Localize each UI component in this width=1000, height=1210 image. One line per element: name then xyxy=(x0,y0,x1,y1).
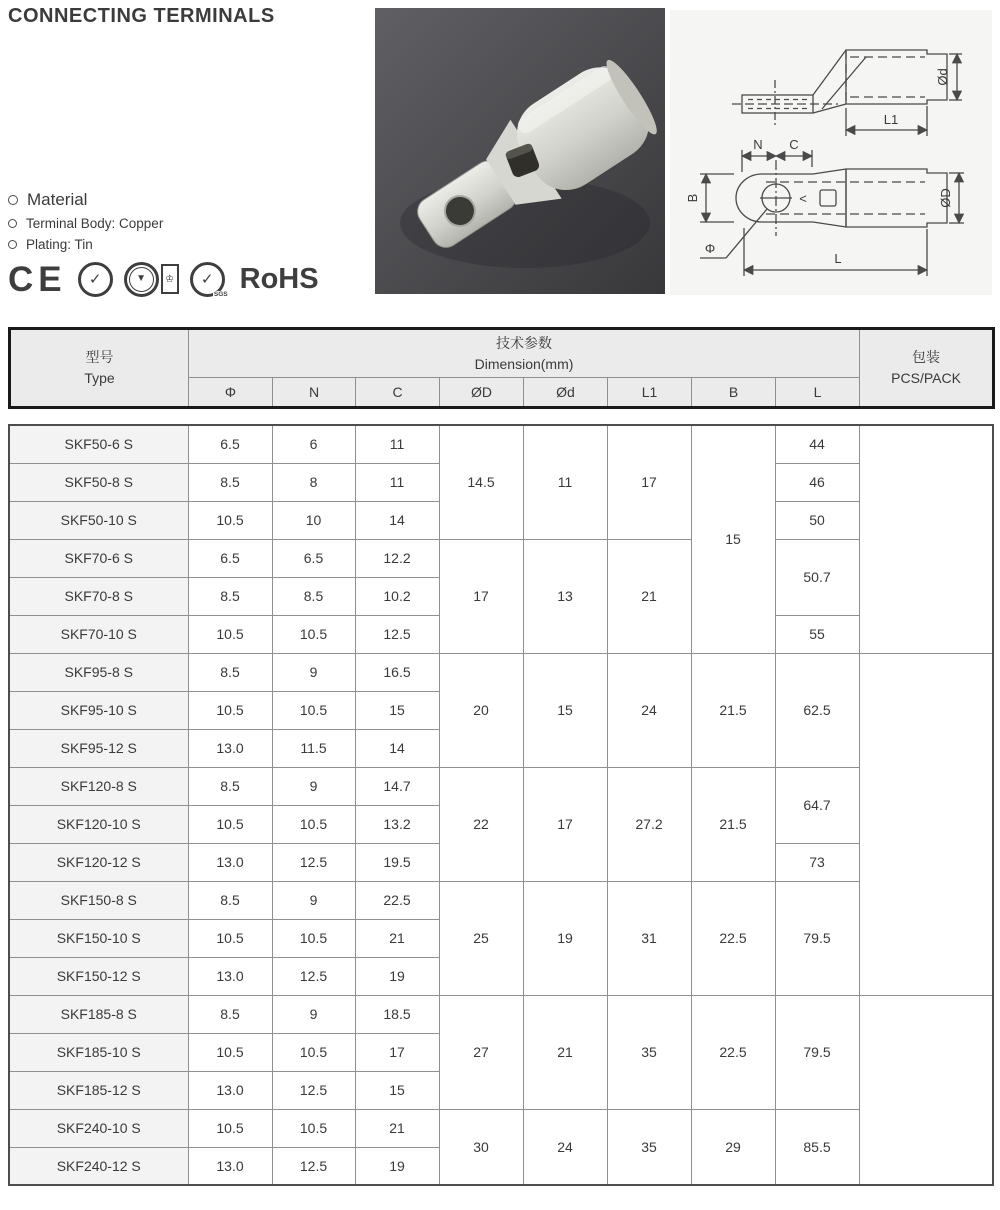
dim-label-phi: Φ xyxy=(704,241,716,256)
type-cell: SKF185-10 S xyxy=(9,1033,188,1071)
value-cell: 13 xyxy=(523,539,607,653)
value-cell: 9 xyxy=(272,767,355,805)
value-cell: 35 xyxy=(607,1109,691,1185)
value-cell: 21 xyxy=(355,919,439,957)
type-cell: SKF70-8 S xyxy=(9,577,188,615)
value-cell: 17 xyxy=(355,1033,439,1071)
header-col-od-big: ØD xyxy=(440,378,524,408)
value-cell: 6.5 xyxy=(188,425,272,463)
header-col-c: C xyxy=(356,378,440,408)
material-section xyxy=(8,190,163,258)
value-cell: 79.5 xyxy=(775,881,859,995)
bullet-icon xyxy=(8,240,17,249)
value-cell: 13.0 xyxy=(188,957,272,995)
value-cell: 8.5 xyxy=(188,463,272,501)
quality-check-badge-icon: ✓ xyxy=(78,262,113,297)
value-cell: 50 xyxy=(775,501,859,539)
dim-label-b: B xyxy=(685,193,700,203)
certification-row xyxy=(8,259,319,299)
dim-label-c: C xyxy=(789,137,799,152)
type-cell: SKF120-12 S xyxy=(9,843,188,881)
terminal-lug-photo xyxy=(375,8,665,294)
header-col-l: L xyxy=(776,378,860,408)
value-cell: 44 xyxy=(775,425,859,463)
page-title: CONNECTING TERMINALS xyxy=(8,5,275,27)
value-cell: 85.5 xyxy=(775,1109,859,1185)
pack-cell xyxy=(859,425,993,653)
value-cell: 22.5 xyxy=(691,881,775,995)
value-cell: 10.5 xyxy=(188,1109,272,1147)
value-cell: 17 xyxy=(523,767,607,881)
type-cell: SKF50-10 S xyxy=(9,501,188,539)
value-cell: 55 xyxy=(775,615,859,653)
value-cell: 10.5 xyxy=(272,1109,355,1147)
value-cell: 22.5 xyxy=(355,881,439,919)
value-cell: 79.5 xyxy=(775,995,859,1109)
value-cell: 10.5 xyxy=(188,691,272,729)
value-cell: 8 xyxy=(272,463,355,501)
value-cell: 18.5 xyxy=(355,995,439,1033)
value-cell: 10.5 xyxy=(272,615,355,653)
value-cell: 15 xyxy=(523,653,607,767)
value-cell: 13.0 xyxy=(188,1071,272,1109)
value-cell: 19.5 xyxy=(355,843,439,881)
value-cell: 14.7 xyxy=(355,767,439,805)
material-heading-row xyxy=(8,190,163,210)
type-cell: SKF50-6 S xyxy=(9,425,188,463)
material-heading: Material xyxy=(27,190,88,209)
value-cell: 14 xyxy=(355,501,439,539)
angle-mark: < xyxy=(799,191,807,206)
spec-body-table xyxy=(8,424,994,1186)
table-row xyxy=(9,653,993,691)
bullet-icon xyxy=(8,219,17,228)
value-cell: 19 xyxy=(523,881,607,995)
type-cell: SKF120-10 S xyxy=(9,805,188,843)
table-row xyxy=(9,881,993,919)
type-cell: SKF120-8 S xyxy=(9,767,188,805)
type-cell: SKF95-10 S xyxy=(9,691,188,729)
material-item: Plating: Tin xyxy=(26,237,93,252)
value-cell: 12.5 xyxy=(272,957,355,995)
value-cell: 14.5 xyxy=(439,425,523,539)
value-cell: 16.5 xyxy=(355,653,439,691)
bullet-icon xyxy=(8,195,18,205)
value-cell: 11.5 xyxy=(272,729,355,767)
value-cell: 29 xyxy=(691,1109,775,1185)
value-cell: 31 xyxy=(607,881,691,995)
ukas-badge-icon: ♔ xyxy=(161,264,179,294)
rohs-mark: RoHS xyxy=(239,262,319,295)
value-cell: 9 xyxy=(272,995,355,1033)
value-cell: 10.5 xyxy=(188,501,272,539)
value-cell: 8.5 xyxy=(188,653,272,691)
header-dimensions: 技术参数 Dimension(mm) xyxy=(189,329,860,378)
header-col-od-small: Ød xyxy=(524,378,608,408)
value-cell: 22 xyxy=(439,767,523,881)
type-cell: SKF95-12 S xyxy=(9,729,188,767)
value-cell: 17 xyxy=(439,539,523,653)
value-cell: 10.5 xyxy=(188,919,272,957)
value-cell: 19 xyxy=(355,957,439,995)
type-cell: SKF185-12 S xyxy=(9,1071,188,1109)
value-cell: 8.5 xyxy=(188,881,272,919)
table-row xyxy=(9,539,993,577)
value-cell: 25 xyxy=(439,881,523,995)
type-cell: SKF150-12 S xyxy=(9,957,188,995)
value-cell: 10.5 xyxy=(188,1033,272,1071)
top-view xyxy=(700,150,964,276)
value-cell: 10.5 xyxy=(272,805,355,843)
table-row xyxy=(9,767,993,805)
value-cell: 62.5 xyxy=(775,653,859,767)
pack-cell xyxy=(859,995,993,1185)
value-cell: 46 xyxy=(775,463,859,501)
value-cell: 13.2 xyxy=(355,805,439,843)
value-cell: 30 xyxy=(439,1109,523,1185)
dim-label-l: L xyxy=(834,251,842,266)
value-cell: 64.7 xyxy=(775,767,859,843)
value-cell: 21 xyxy=(607,539,691,653)
ce-mark-icon: CE xyxy=(8,259,67,299)
dim-label-l1: L1 xyxy=(883,112,899,127)
value-cell: 21 xyxy=(355,1109,439,1147)
header-col-l1: L1 xyxy=(608,378,692,408)
value-cell: 13.0 xyxy=(188,1147,272,1185)
value-cell: 15 xyxy=(355,1071,439,1109)
value-cell: 11 xyxy=(355,425,439,463)
material-item-row xyxy=(8,216,163,231)
type-cell: SKF150-8 S xyxy=(9,881,188,919)
side-view xyxy=(732,50,962,136)
value-cell: 15 xyxy=(355,691,439,729)
value-cell: 10.5 xyxy=(188,805,272,843)
value-cell: 12.2 xyxy=(355,539,439,577)
dimension-diagram xyxy=(670,10,992,295)
value-cell: 14 xyxy=(355,729,439,767)
pack-cell xyxy=(859,653,993,995)
table-row xyxy=(9,425,993,463)
value-cell: 50.7 xyxy=(775,539,859,615)
value-cell: 24 xyxy=(607,653,691,767)
dim-label-n: N xyxy=(753,137,763,152)
value-cell: 13.0 xyxy=(188,729,272,767)
value-cell: 10.5 xyxy=(272,1033,355,1071)
value-cell: 73 xyxy=(775,843,859,881)
value-cell: 8.5 xyxy=(188,767,272,805)
type-cell: SKF50-8 S xyxy=(9,463,188,501)
product-photo xyxy=(375,8,665,294)
value-cell: 21.5 xyxy=(691,653,775,767)
value-cell: 35 xyxy=(607,995,691,1109)
value-cell: 9 xyxy=(272,881,355,919)
value-cell: 8.5 xyxy=(188,995,272,1033)
value-cell: 20 xyxy=(439,653,523,767)
header-col-phi: Φ xyxy=(189,378,273,408)
value-cell: 9 xyxy=(272,653,355,691)
value-cell: 11 xyxy=(355,463,439,501)
header-col-b: B xyxy=(692,378,776,408)
value-cell: 6 xyxy=(272,425,355,463)
value-cell: 15 xyxy=(691,425,775,653)
sgs-label: SGS xyxy=(213,290,228,298)
dim-label-od-big: ØD xyxy=(938,188,953,208)
value-cell: 27 xyxy=(439,995,523,1109)
value-cell: 22.5 xyxy=(691,995,775,1109)
spec-table-body xyxy=(8,424,994,1186)
value-cell: 10.5 xyxy=(188,615,272,653)
header-pack: 包装 PCS/PACK xyxy=(860,329,994,408)
value-cell: 21 xyxy=(523,995,607,1109)
value-cell: 12.5 xyxy=(355,615,439,653)
technical-drawing xyxy=(670,10,992,295)
type-cell: SKF95-8 S xyxy=(9,653,188,691)
value-cell: 12.5 xyxy=(272,843,355,881)
type-cell: SKF185-8 S xyxy=(9,995,188,1033)
value-cell: 27.2 xyxy=(607,767,691,881)
value-cell: 17 xyxy=(607,425,691,539)
table-row xyxy=(9,995,993,1033)
material-item: Terminal Body: Copper xyxy=(26,216,164,231)
type-cell: SKF70-10 S xyxy=(9,615,188,653)
value-cell: 24 xyxy=(523,1109,607,1185)
header-col-n: N xyxy=(273,378,356,408)
value-cell: 6.5 xyxy=(188,539,272,577)
value-cell: 10.5 xyxy=(272,691,355,729)
value-cell: 8.5 xyxy=(272,577,355,615)
value-cell: 8.5 xyxy=(188,577,272,615)
value-cell: 13.0 xyxy=(188,843,272,881)
iso-badge-icon: ▼ xyxy=(124,262,159,297)
spec-table-header xyxy=(8,327,995,409)
iso-ukas-badge-group xyxy=(124,262,179,297)
value-cell: 6.5 xyxy=(272,539,355,577)
header-type: 型号 Type xyxy=(10,329,189,408)
sgs-badge-icon: ✓ SGS xyxy=(190,262,225,297)
value-cell: 12.5 xyxy=(272,1071,355,1109)
value-cell: 21.5 xyxy=(691,767,775,881)
value-cell: 10.2 xyxy=(355,577,439,615)
dim-label-od-small: Ød xyxy=(935,68,950,86)
value-cell: 19 xyxy=(355,1147,439,1185)
value-cell: 10.5 xyxy=(272,919,355,957)
type-cell: SKF150-10 S xyxy=(9,919,188,957)
value-cell: 11 xyxy=(523,425,607,539)
table-row xyxy=(9,1109,993,1147)
material-item-row xyxy=(8,237,163,252)
type-cell: SKF70-6 S xyxy=(9,539,188,577)
type-cell: SKF240-12 S xyxy=(9,1147,188,1185)
type-cell: SKF240-10 S xyxy=(9,1109,188,1147)
value-cell: 12.5 xyxy=(272,1147,355,1185)
value-cell: 10 xyxy=(272,501,355,539)
